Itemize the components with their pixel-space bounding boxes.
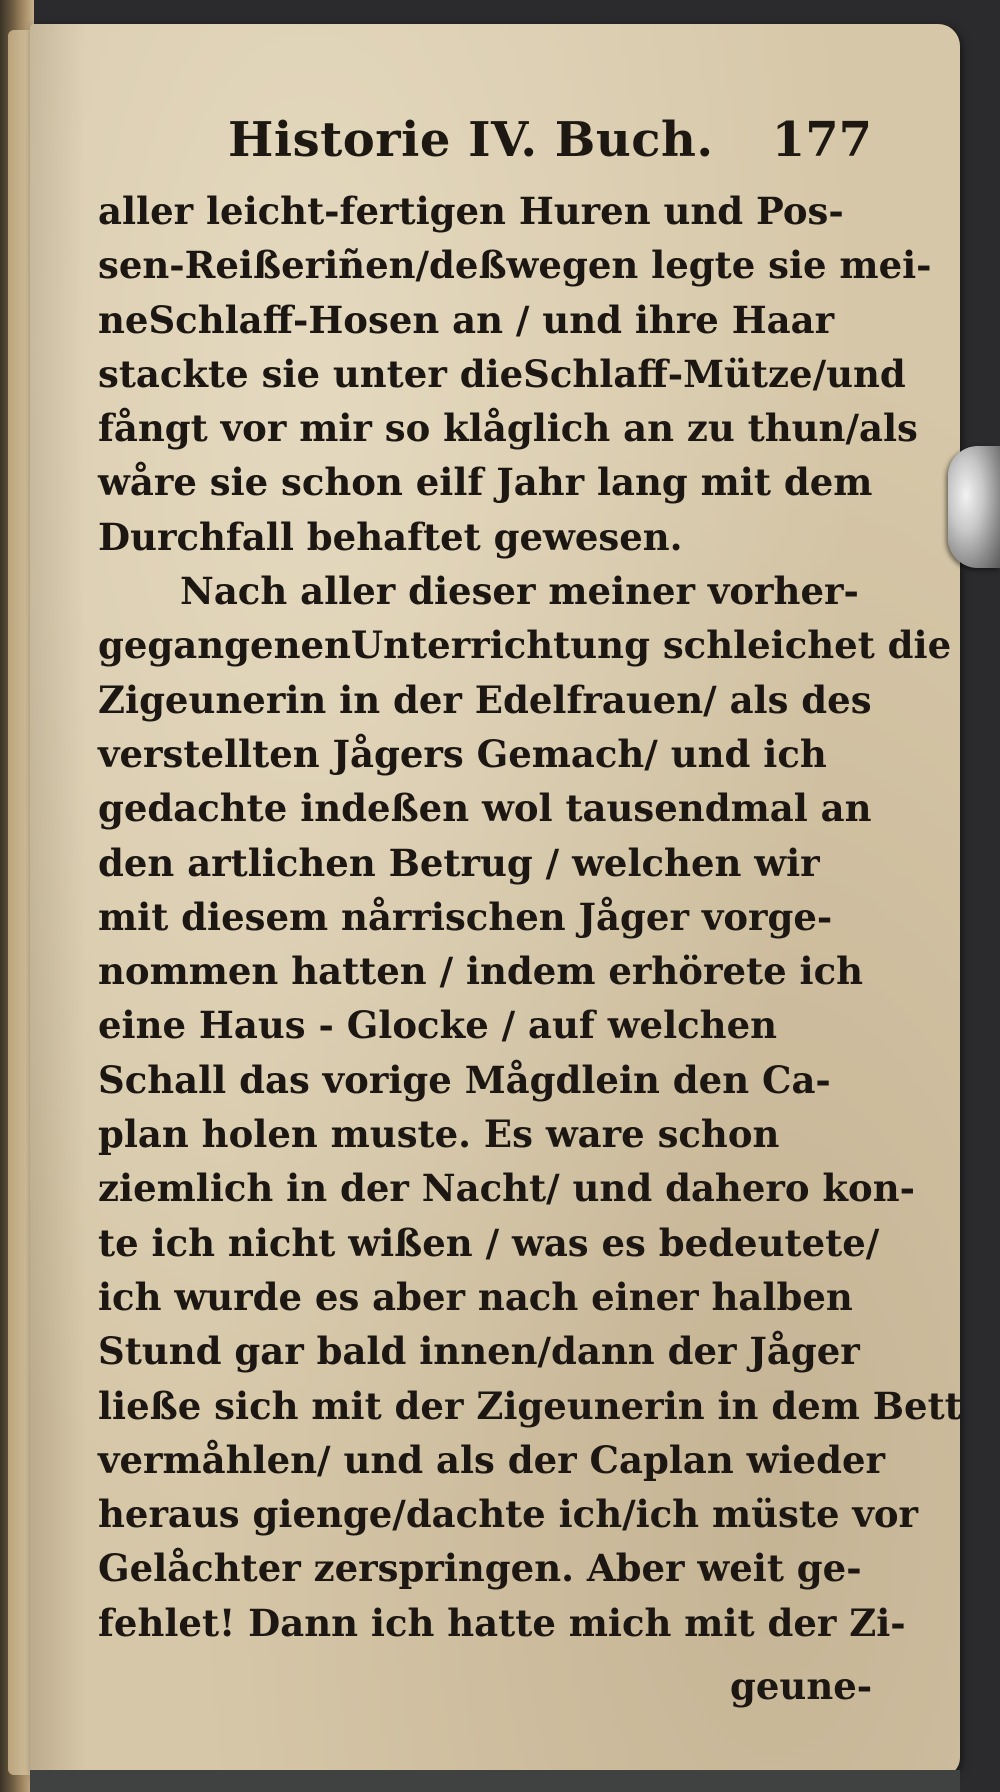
text-line: Stund gar bald innen/dann der Jåger <box>98 1329 860 1374</box>
text-line: fehlet! Dann ich hatte mich mit der Zi- <box>98 1600 906 1645</box>
page-header <box>200 112 900 182</box>
text-line: eine Haus - Glocke / auf welchen <box>98 1003 778 1048</box>
page-number: 177 <box>771 112 872 168</box>
text-line: ließe sich mit der Zigeunerin in dem Bett <box>98 1383 962 1428</box>
catchword: geune- <box>730 1664 873 1708</box>
running-title: Historie IV. Buch. <box>228 112 714 168</box>
text-line: vermåhlen/ und als der Caplan wieder <box>98 1437 885 1482</box>
text-line: stackte sie unter dieSchlaff-Mütze/und <box>98 351 906 396</box>
text-line: den artlichen Betrug / welchen wir <box>98 840 820 885</box>
text-line: fångt vor mir so klåglich an zu thun/als <box>98 406 918 451</box>
text-line: sen-Reißeriñen/deßwegen legte sie mei- <box>98 243 932 288</box>
paragraph-start-line: Nach aller dieser meiner vorher- <box>180 569 859 614</box>
text-line: mit diesem nårrischen Jåger vorge- <box>98 894 833 939</box>
text-line: gegangenenUnterrichtung schleichet die <box>98 623 952 668</box>
text-line: Zigeunerin in der Edelfrauen/ als des <box>98 677 872 722</box>
text-line: ich wurde es aber nach einer halben <box>98 1274 853 1319</box>
text-line: Gelåchter zerspringen. Aber weit ge- <box>98 1546 862 1591</box>
body-text <box>98 184 962 1650</box>
text-line: nommen hatten / indem erhörete ich <box>98 949 864 994</box>
text-line: wåre sie schon eilf Jahr lang mit dem <box>98 460 873 505</box>
text-line: Schall das vorige Mågdlein den Ca- <box>98 1057 831 1102</box>
text-line: ziemlich in der Nacht/ und dahero kon- <box>98 1166 915 1211</box>
text-line: plan holen muste. Es ware schon <box>98 1112 780 1157</box>
text-line: heraus gienge/dachte ich/ich müste vor <box>98 1492 919 1537</box>
text-line: Durchfall behaftet gewesen. <box>98 514 683 559</box>
book-page <box>30 24 960 1776</box>
text-line: aller leicht-fertigen Huren und Pos- <box>98 189 844 233</box>
book-clasp <box>948 446 1000 568</box>
text-line: te ich nicht wißen / was es bedeutete/ <box>98 1220 880 1265</box>
bottom-edge <box>30 1770 960 1792</box>
text-line: verstellten Jågers Gemach/ und ich <box>98 731 827 776</box>
text-line: neSchlaff-Hosen an / und ihre Haar <box>98 297 835 342</box>
text-line: gedachte indeßen wol tausendmal an <box>98 786 872 831</box>
